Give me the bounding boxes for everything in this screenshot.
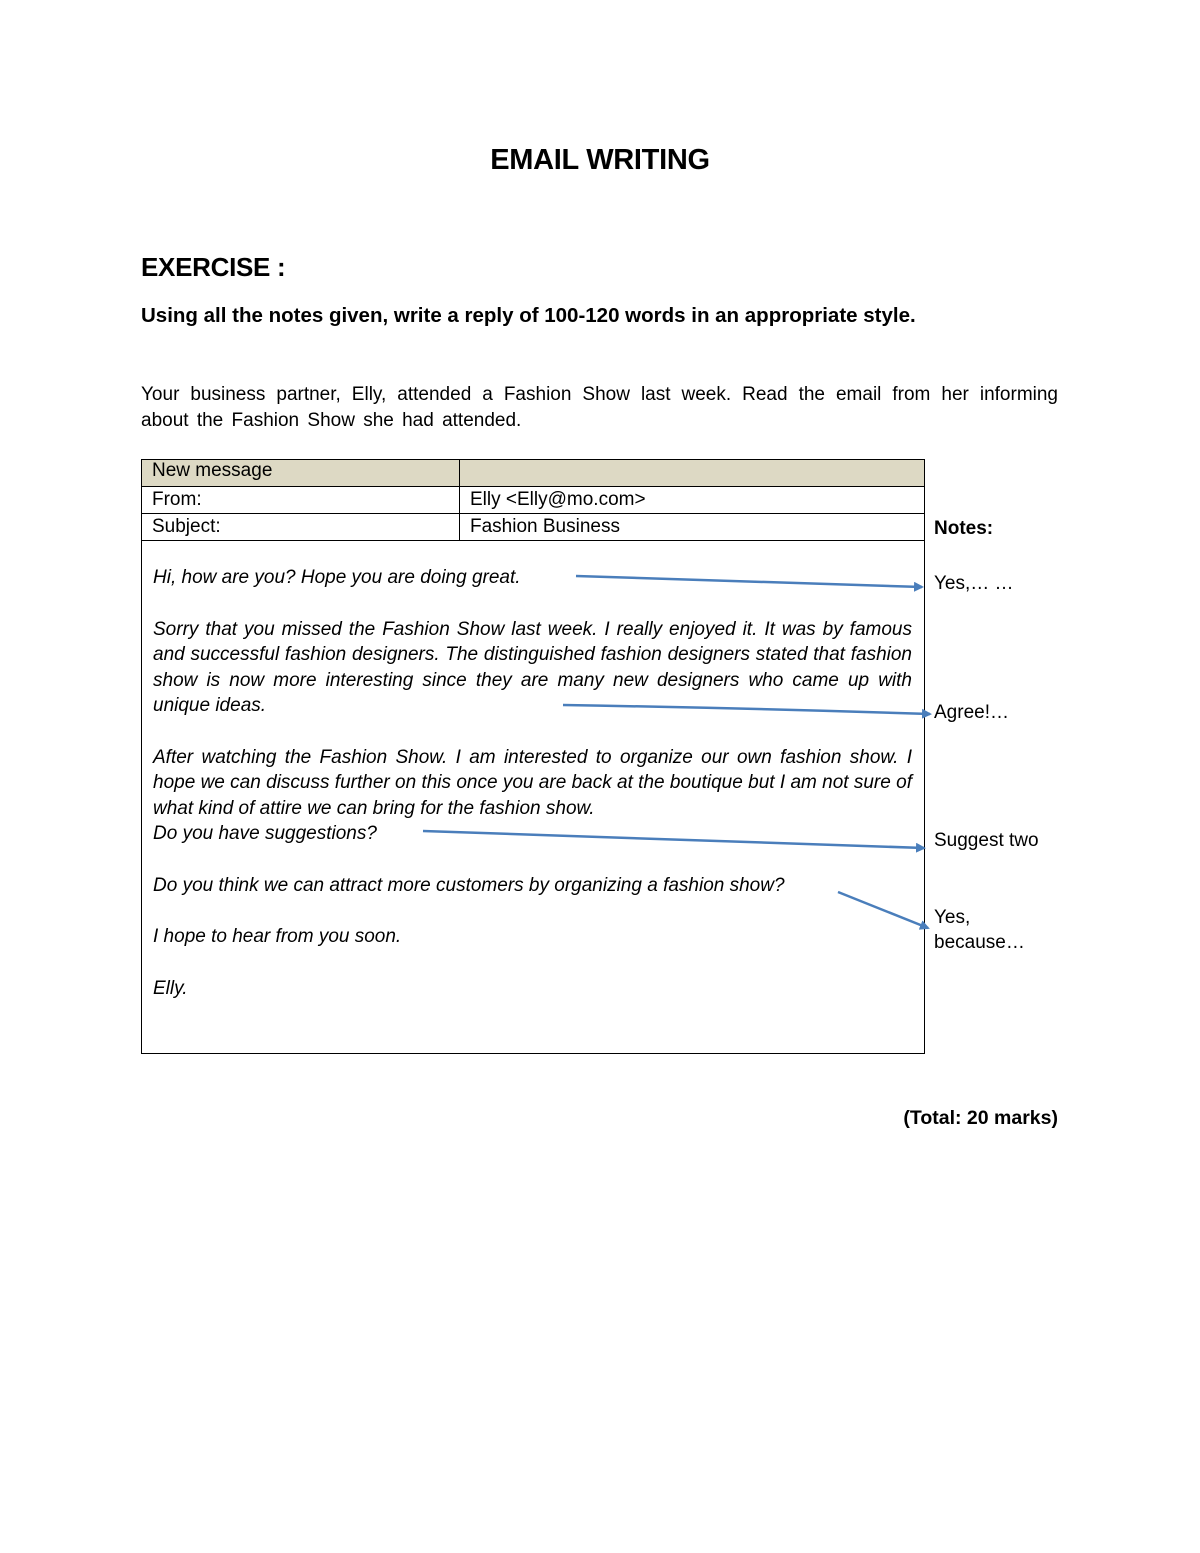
new-message-value xyxy=(460,460,925,487)
email-signature: Elly. xyxy=(153,977,188,999)
email-question-2: Do you think we can attract more customers by organizing a fashion show? xyxy=(153,874,785,896)
exercise-heading: EXERCISE : xyxy=(141,252,286,282)
email-paragraph-2: After watching the Fashion Show. I am interested to organize our own fashion show. I hope we can discuss further on this once you are back at the boutique but I am not sure of what kind of attire we can bring for the fashion show. xyxy=(153,746,912,819)
email-table xyxy=(141,459,925,1054)
from-row xyxy=(142,487,925,514)
intro-paragraph: Your business partner, Elly, attended a Fashion Show last week. Read the email from her informing about the Fashion Show she had attended. xyxy=(141,384,1058,431)
subject-label: Subject: xyxy=(142,514,460,541)
from-label: From: xyxy=(142,487,460,514)
email-body-row xyxy=(142,541,925,1054)
from-value: Elly <Elly@mo.com> xyxy=(460,487,925,514)
instruction-text: Using all the notes given, write a reply of 100-120 words in an appropriate style. xyxy=(141,304,916,327)
email-header-row xyxy=(142,460,925,487)
note-1: Yes,… … xyxy=(934,573,1014,594)
note-2: Agree!… xyxy=(934,702,1009,723)
subject-value: Fashion Business xyxy=(460,514,925,541)
total-marks: (Total: 20 marks) xyxy=(903,1107,1058,1129)
email-question-1: Do you have suggestions? xyxy=(153,823,377,844)
note-3: Suggest two xyxy=(934,830,1039,851)
email-paragraph-1: Sorry that you missed the Fashion Show last week. I really enjoyed it. It was by famous and successful fashion designers. The distinguished fashion designers stated that fashion show is now more interesting since they are many new designers who came up with unique ideas. xyxy=(153,618,912,716)
notes-title: Notes: xyxy=(934,518,994,539)
note-4: Yes, because… xyxy=(934,907,1025,953)
page-title: EMAIL WRITING xyxy=(490,144,710,176)
email-greeting: Hi, how are you? Hope you are doing great. xyxy=(153,567,521,588)
new-message-label: New message xyxy=(142,460,460,487)
subject-row xyxy=(142,514,925,541)
email-body xyxy=(142,541,925,1054)
email-closing: I hope to hear from you soon. xyxy=(153,926,402,947)
